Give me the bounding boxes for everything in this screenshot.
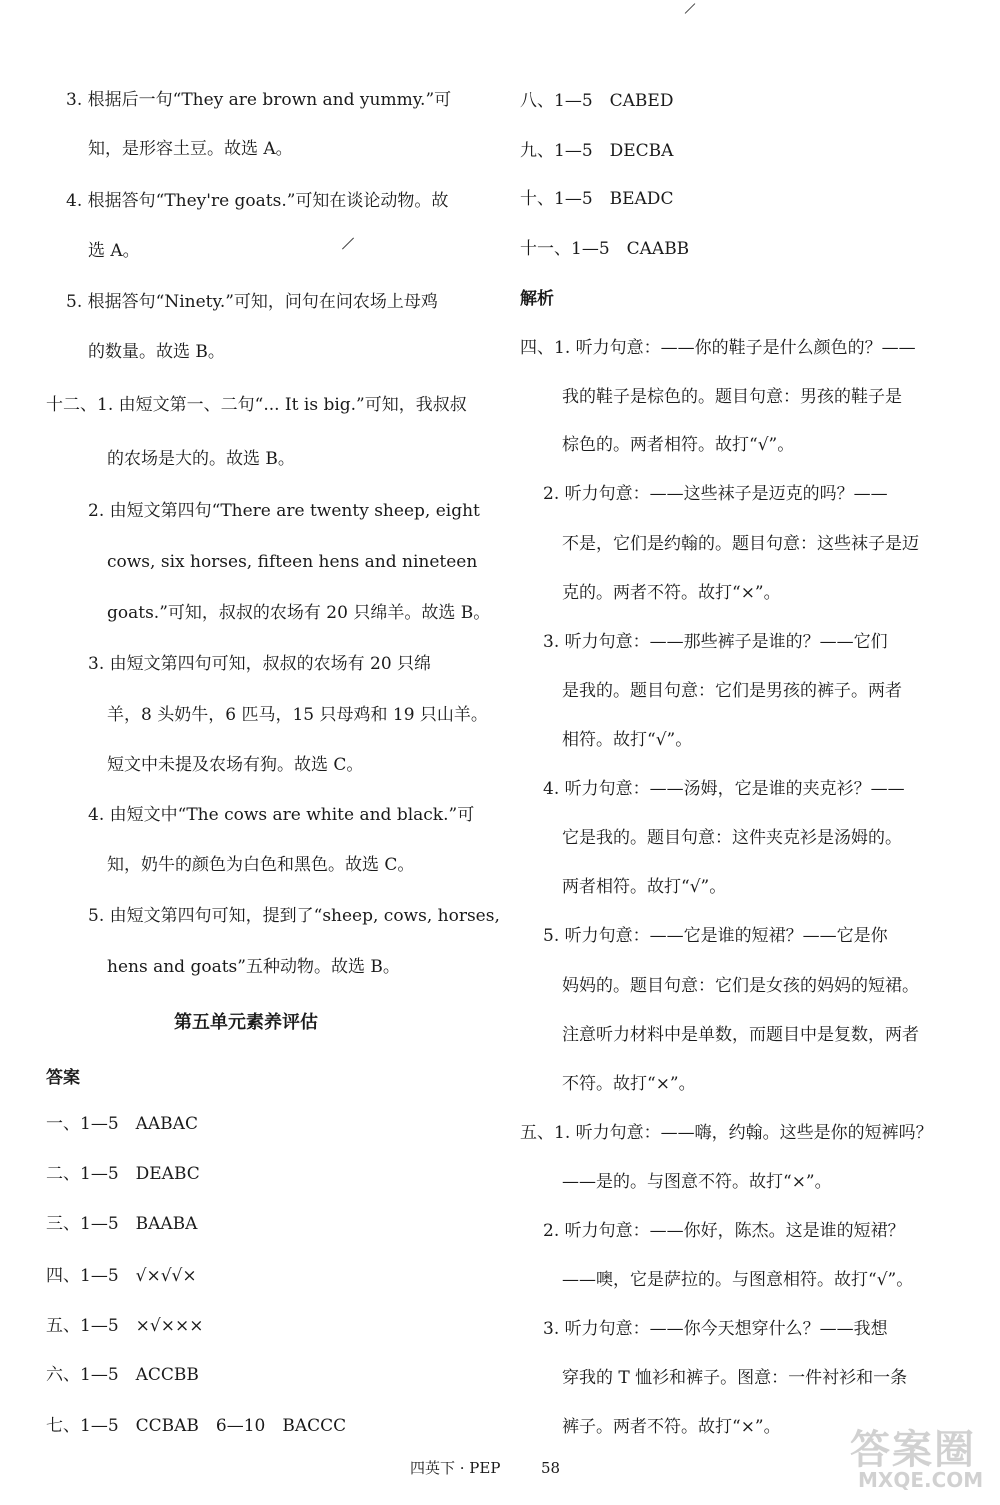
answer-line: 二、1—5 DEABC xyxy=(46,1164,200,1184)
text-line: 它是我的。题目句意：这件夹克衫是汤姆的。 xyxy=(562,828,902,848)
text-line: 的数量。故选 B。 xyxy=(88,342,225,362)
text-line: 妈妈的。题目句意：它们是女孩的妈妈的短裙。 xyxy=(562,976,919,996)
text-line: 4. 由短文中“The cows are white and black.”可 xyxy=(88,805,475,825)
text-line: 3. 根据后一句“They are brown and yummy.”可 xyxy=(66,90,452,110)
text-line: 5. 听力句意：——它是谁的短裙？——它是你 xyxy=(543,926,888,946)
answer-line: 七、1—5 CCBAB 6—10 BACCC xyxy=(46,1416,347,1436)
text-line: 穿我的 T 恤衫和裤子。图意：一件衬衫和一条 xyxy=(562,1368,908,1388)
answer-line: 一、1—5 AABAC xyxy=(46,1114,198,1134)
text-line: 我的鞋子是棕色的。题目句意：男孩的鞋子是 xyxy=(562,387,902,407)
text-line: 2. 由短文第四句“There are twenty sheep, eight xyxy=(88,501,480,521)
text-line: 选 A。 xyxy=(88,241,140,261)
text-line: 3. 听力句意：——你今天想穿什么？——我想 xyxy=(543,1319,888,1339)
text-line: 4. 根据答句“They're goats.”可知在谈论动物。故 xyxy=(66,191,449,211)
text-line: 5. 根据答句“Ninety.”可知，问句在问农场上母鸡 xyxy=(66,292,438,312)
watermark-text: 答案圈 xyxy=(850,1427,976,1473)
text-line: 是我的。题目句意：它们是男孩的裤子。两者 xyxy=(562,681,902,701)
text-line: 不是，它们是约翰的。题目句意：这些袜子是迈 xyxy=(562,534,919,554)
answer-line: 三、1—5 BAABA xyxy=(46,1214,198,1234)
text-line: 2. 听力句意：——这些袜子是迈克的吗？—— xyxy=(543,484,888,504)
text-line: ——噢，它是萨拉的。与图意相符。故打“√”。 xyxy=(562,1270,914,1290)
text-line: 相符。故打“√”。 xyxy=(562,730,693,750)
section-title: 第五单元素养评估 xyxy=(174,1012,318,1033)
text-line: 2. 听力句意：——你好，陈杰。这是谁的短裙？ xyxy=(543,1221,905,1241)
text-line: cows, six horses, fifteen hens and nineteen xyxy=(107,552,478,572)
answers-heading: 答案 xyxy=(46,1068,80,1088)
answer-line: 九、1—5 DECBA xyxy=(520,141,674,161)
answer-line: 六、1—5 ACCBB xyxy=(46,1365,199,1385)
text-line: 注意听力材料中是单数，而题目中是复数，两者 xyxy=(562,1025,919,1045)
text-line: 短文中未提及农场有狗。故选 C。 xyxy=(107,755,364,775)
analysis-heading: 解析 xyxy=(520,289,554,309)
answer-line: 四、1—5 √×√√× xyxy=(46,1266,197,1286)
answer-line: 五、1—5 ×√××× xyxy=(46,1316,204,1336)
text-line: 克的。两者不符。故打“×”。 xyxy=(562,583,781,603)
text-line: 五、1. 听力句意：——嗨，约翰。这些是你的短裤吗？ xyxy=(520,1123,933,1143)
watermark-url: MXQE.COM xyxy=(858,1468,984,1492)
text-line: 两者相符。故打“√”。 xyxy=(562,877,727,897)
pen-mark xyxy=(685,3,696,14)
text-line: 3. 听力句意：——那些裤子是谁的？——它们 xyxy=(543,632,888,652)
text-line: 棕色的。两者相符。故打“√”。 xyxy=(562,435,795,455)
watermark-logo xyxy=(850,1418,990,1498)
footer-label: 四英下 · PEP xyxy=(410,1459,501,1477)
text-line: 不符。故打“×”。 xyxy=(562,1074,696,1094)
text-line: goats.”可知，叔叔的农场有 20 只绵羊。故选 B。 xyxy=(107,603,491,623)
text-line: 3. 由短文第四句可知，叔叔的农场有 20 只绵 xyxy=(88,654,432,674)
pen-mark xyxy=(342,237,354,249)
text-line: hens and goats”五种动物。故选 B。 xyxy=(107,957,400,977)
answer-line: 十、1—5 BEADC xyxy=(520,189,674,209)
text-line: ——是的。与图意不符。故打“×”。 xyxy=(562,1172,832,1192)
text-line: 5. 由短文第四句可知，提到了“sheep, cows, horses, xyxy=(88,906,500,926)
text-line: 裤子。两者不符。故打“×”。 xyxy=(562,1417,781,1437)
text-line: 知，是形容土豆。故选 A。 xyxy=(88,139,293,159)
text-line: 的农场是大的。故选 B。 xyxy=(107,449,295,469)
answer-line: 八、1—5 CABED xyxy=(520,91,674,111)
answer-line: 十一、1—5 CAABB xyxy=(520,239,690,259)
page-number: 58 xyxy=(541,1459,561,1477)
text-line: 知，奶牛的颜色为白色和黑色。故选 C。 xyxy=(107,855,415,875)
text-line: 十二、1. 由短文第一、二句“... It is big.”可知，我叔叔 xyxy=(46,395,467,415)
text-line: 四、1. 听力句意：——你的鞋子是什么颜色的？—— xyxy=(520,338,916,358)
text-line: 4. 听力句意：——汤姆，它是谁的夹克衫？—— xyxy=(543,779,905,799)
text-line: 羊，8 头奶牛，6 匹马，15 只母鸡和 19 只山羊。 xyxy=(107,705,488,725)
